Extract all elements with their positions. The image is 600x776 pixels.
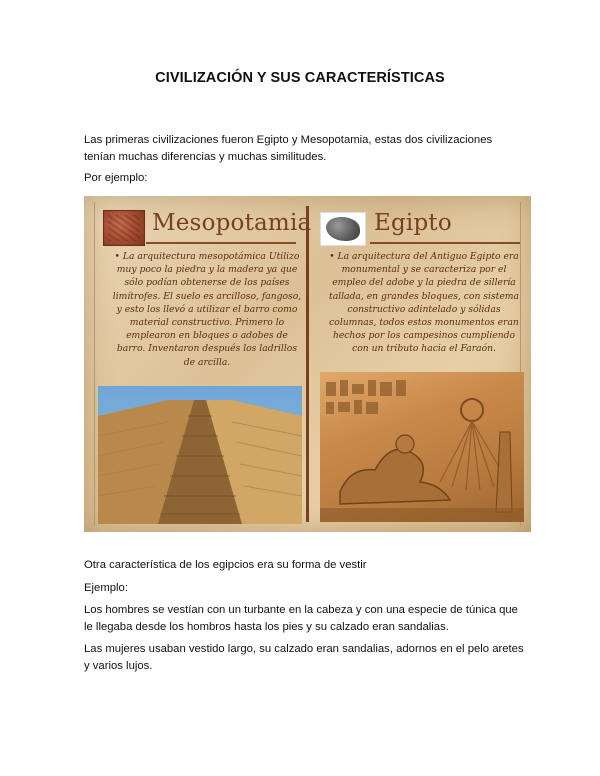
women-clothing-paragraph: Las mujeres usaban vestido largo, su calzado eran sandalias, adornos en el pelo aretes y varios lujos. xyxy=(84,643,524,672)
egipto-text: • La arquitectura del Antiguo Egipto era monumental y se caracteriza por el empleo del adobe y la piedra de sillería tallada, en grandes bloques, con sistema constructivo adintelado y sólidas columnas, todos estos monumentos eran hechos por los campesinos cumpliendo con un tributo hacia el Faraón. xyxy=(329,251,519,355)
stone-block-icon xyxy=(320,212,366,246)
egipto-pane xyxy=(310,196,531,532)
mesopotamia-pane xyxy=(84,196,312,532)
mesopotamia-heading: Mesopotamia xyxy=(152,210,312,236)
men-clothing-paragraph: Los hombres se vestían con un turbante en la cabeza y con una especie de túnica que le llegaba desde los hombros hasta los pies y su calzado eran sandalias. xyxy=(84,604,518,633)
example-label: Por ejemplo: xyxy=(84,172,148,184)
example-label-2: Ejemplo: xyxy=(84,582,128,594)
figure-divider xyxy=(306,206,309,522)
comparison-figure xyxy=(84,196,531,532)
ziggurat-photo xyxy=(98,386,302,524)
ziggurat-drawing xyxy=(98,386,302,524)
mesopotamia-underline xyxy=(146,242,296,244)
relief-drawing xyxy=(320,372,524,522)
egipto-underline xyxy=(370,242,520,244)
intro-paragraph: Las primeras civilizaciones fueron Egipto y Mesopotamia, estas dos civilizaciones tenían muchas diferencias y muchas similitudes. xyxy=(84,134,493,163)
page-title: CIVILIZACIÓN Y SUS CARACTERÍSTICAS xyxy=(155,70,445,86)
clay-brick-icon xyxy=(103,210,145,246)
clothing-intro: Otra característica de los egipcios era su forma de vestir xyxy=(84,559,367,571)
mesopotamia-text: • La arquitectura mesopotámica Utilizo muy poco la piedra y la madera ya que sólo podían obtenerse de los países limítrofes. El suelo es arcilloso, fangoso, y esto los llevó a utilizar el barro como material constructivo. Primero lo emplearon en bloques o adobes de barro. Inventaron después los ladrillos de arcilla. xyxy=(112,251,302,368)
egipto-heading: Egipto xyxy=(374,210,452,236)
egyptian-relief-photo xyxy=(320,372,524,522)
